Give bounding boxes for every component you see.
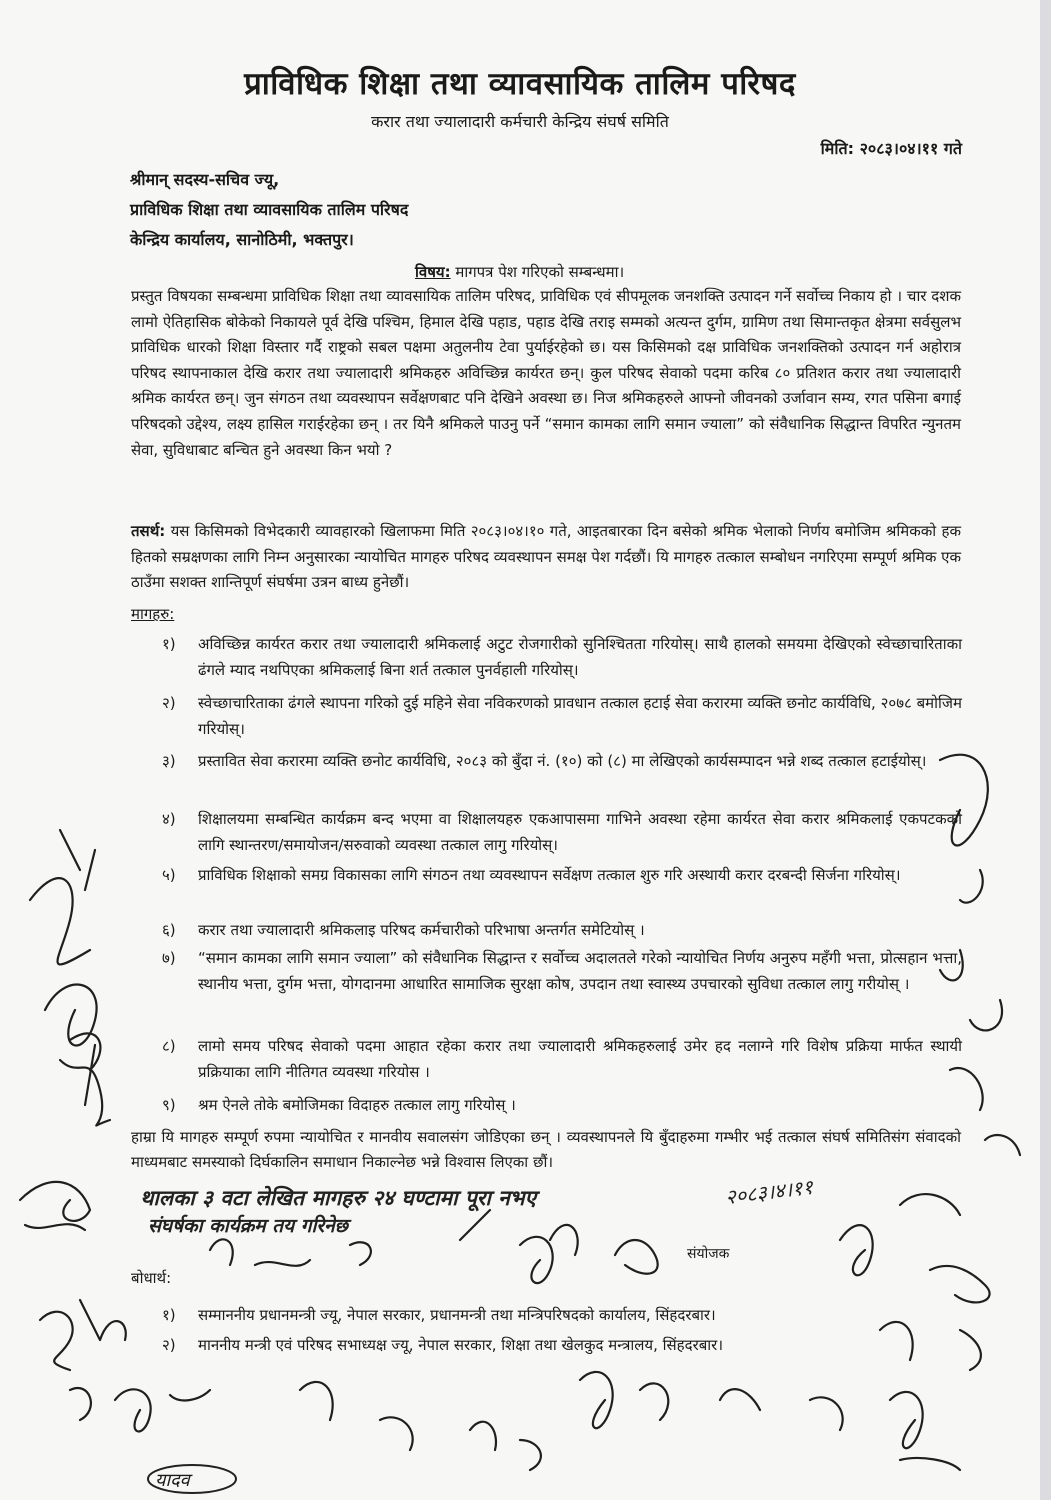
demand-item xyxy=(162,862,962,888)
demand-number: ७) xyxy=(162,949,176,967)
demand-item xyxy=(162,1033,962,1085)
demand-number: ९) xyxy=(162,1096,176,1114)
addressee-line-2: प्राविधिक शिक्षा तथा व्यावसायिक तालिम परिषद xyxy=(130,200,409,219)
demand-text: स्वेच्छाचारिताका ढंगले स्थापना गरिको दुई महिने सेवा नविकरणको प्रावधान तत्काल हटाई सेवा करारमा व्यक्ति छनोट कार्यविधि, २०७८ बमोजिम गरियोस्। xyxy=(198,694,962,738)
subject-line xyxy=(415,262,624,282)
letter-date: मिति: २०८३।०४।११ गते xyxy=(820,139,962,158)
demand-number: ८) xyxy=(162,1037,176,1055)
addressee-line-1: श्रीमान् सदस्य-सचिव ज्यू, xyxy=(130,170,280,189)
cc-item xyxy=(162,1305,982,1325)
demand-item xyxy=(162,631,962,683)
handwritten-date: २०८३।४।११ xyxy=(723,1174,815,1210)
closing-paragraph: हाम्रा यि मागहरु सम्पूर्ण रुपमा न्यायोचित र मानवीय सवालसंग जोडिएका छन् । व्यवस्थापनले यि बुँदाहरुमा गम्भीर भई तत्काल संघर्ष समितिसंग संवादको माध्यमबाट समस्याको दिर्घकालिन समाधान निकाल्नेछ भन्ने विश्वास लिएका छौं। xyxy=(131,1128,961,1171)
demand-item xyxy=(162,748,962,774)
organization-title: प्राविधिक शिक्षा तथा व्यावसायिक तालिम परिषद xyxy=(244,66,796,102)
cc-text: माननीय मन्त्री एवं परिषद सभाध्यक्ष ज्यू, नेपाल सरकार, शिक्षा तथा खेलकुद मन्त्रालय, सिंहदरबार। xyxy=(198,1336,724,1354)
cc-item xyxy=(162,1335,982,1355)
demand-text: श्रम ऐनले तोके बमोजिमका विदाहरु तत्काल लागु गरियोस् । xyxy=(198,1096,516,1114)
committee-subtitle: करार तथा ज्यालादारी कर्मचारी केन्द्रिय संघर्ष समिति xyxy=(371,112,669,131)
demand-item xyxy=(162,945,962,997)
demand-text: प्रस्तावित सेवा करारमा व्यक्ति छनोट कार्यविधि, २०८३ को बुँदा नं. (१०) को (८) मा लेखिएको कार्यसम्पादन भन्ने शब्द तत्काल हटाईयोस्। xyxy=(198,752,927,770)
subject-label: विषय: xyxy=(415,263,451,281)
cc-text: सम्माननीय प्रधानमन्त्री ज्यू, नेपाल सरकार, प्रधानमन्त्री तथा मन्त्रिपरिषदको कार्यालय, सिंहदरबार। xyxy=(198,1306,716,1324)
stamp-signature xyxy=(145,1462,240,1496)
demand-item xyxy=(162,690,962,742)
cc-number: २) xyxy=(162,1336,176,1354)
demand-number: ६) xyxy=(162,921,176,939)
demand-number: १) xyxy=(162,635,176,653)
demand-item xyxy=(162,917,962,943)
coordinator-label: संयोजक xyxy=(687,1246,730,1262)
demand-text: लामो समय परिषद सेवाको पदमा आहात रहेका करार तथा ज्यालादारी श्रमिकहरुलाई उमेर हद नलाग्ने गरि विशेष प्रक्रिया मार्फत स्थायी प्रक्रियाका लागि नीतिगत व्यवस्था गरियोस । xyxy=(198,1037,962,1081)
body-paragraph-1: प्रस्तुत विषयका सम्बन्धमा प्राविधिक शिक्षा तथा व्यावसायिक तालिम परिषद, प्राविधिक एवं सीपमूलक जनशक्ति उत्पादन गर्ने सर्वोच्च निकाय हो । चार दशक लामो ऐतिहासिक बोकेको निकायले पूर्व देखि पश्चिम, हिमाल देखि पहाड, पहाड देखि तराइ सम्मको अत्यन्त दुर्गम, ग्रामिण तथा सिमान्तकृत क्षेत्रमा सर्वसुलभ प्राविधिक धारको शिक्षा विस्तार गर्दै राष्ट्रको सबल पक्षमा अतुलनीय टेवा पुर्याईरहेको छ। यस किसिमको दक्ष प्राविधिक जनशक्तिको उत्पादन गर्न अहोरात्र परिषद स्थापनाकाल देखि करार तथा ज्यालादारी श्रमिकहरु अविच्छिन्न कार्यरत छन्। कुल परिषद सेवाको पदमा करिब ८० प्रतिशत करार तथा ज्यालादारी श्रमिक कार्यरत छन्। जुन संगठन तथा व्यवस्थापन सर्वेक्षणबाट पनि देखिने अवस्था छ। निज श्रमिकहरुले आफ्नो जीवनको उर्जावान सम्य, रगत पसिना बगाई परिषदको उद्देश्य, लक्ष्य हासिल गराईरहेका छन् । तर यिनै श्रमिकले पाउनु पर्ने “समान कामका लागि समान ज्याला” को संवैधानिक सिद्धान्त विपरित न्युनतम सेवा, सुविधाबाट बन्चित हुने अवस्था किन भयो ? xyxy=(131,287,961,459)
cc-number: १) xyxy=(162,1306,176,1324)
demand-text: शिक्षालयमा सम्बन्धित कार्यक्रम बन्द भएमा वा शिक्षालयहरु एकआपासमा गाभिने अवस्था रहेमा कार्यरत सेवा करार श्रमिकलाई एकपटकको लागि स्थान्तरण/समायोजन/सरुवाको व्यवस्था तत्काल लागु गरियोस्। xyxy=(198,810,962,854)
tasartha-label: तसर्थ: xyxy=(131,522,166,540)
page-edge xyxy=(1040,0,1051,1500)
stamp-text: यादव xyxy=(155,1470,190,1491)
tasartha-text: यस किसिमको विभेदकारी व्यावहारको खिलाफमा मिति २०८३।०४।१० गते, आइतबारका दिन बसेको श्रमिक भेलाको निर्णय बमोजिम श्रमिकको हक हितको सम्रक्षणका लागि निम्न अनुसारका न्यायोचित मागहरु परिषद व्यवस्थापन समक्ष पेश गर्दछौं। यि मागहरु तत्काल सम्बोधन नगरिएमा सम्पूर्ण श्रमिक एक ठाउँमा सशक्त शान्तिपूर्ण संघर्षमा उत्रन बाध्य हुनेछौं। xyxy=(131,522,961,592)
body-paragraph-2 xyxy=(131,519,961,596)
demand-item xyxy=(162,806,962,858)
demand-number: ५) xyxy=(162,866,176,884)
demand-text: अविच्छिन्न कार्यरत करार तथा ज्यालादारी श्रमिकलाई अटुट रोजगारीको सुनिश्चितता गरियोस्। साथै हालको समयमा देखिएको स्वेच्छाचारिताका ढंगले म्याद नथपिएका श्रमिकलाई बिना शर्त तत्काल पुनर्वहाली गरियोस्। xyxy=(198,635,962,679)
demand-number: २) xyxy=(162,694,176,712)
demand-text: “समान कामका लागि समान ज्याला” को संवैधानिक सिद्धान्त र सर्वोच्च अदालतले गरेको न्यायोचित निर्णय अनुरुप महँगी भत्ता, प्रोत्सहान भत्ता, स्थानीय भत्ता, दुर्गम भत्ता, योगदानमा आधारित सामाजिक सुरक्षा कोष, उपदान तथा स्वास्थ्य उपचारको सुविधा तत्काल लागु गरीयोस् । xyxy=(198,949,962,993)
cc-label: बोधार्थ: xyxy=(131,1269,172,1287)
demand-number: ४) xyxy=(162,810,176,828)
demand-text: प्राविधिक शिक्षाको समग्र विकासका लागि संगठन तथा व्यवस्थापन सर्वेक्षण तत्काल शुरु गरि अस्थायी करार दरबन्दी सिर्जना गरियोस्। xyxy=(198,866,901,884)
addressee-line-3: केन्द्रिय कार्यालय, सानोठिमी, भक्तपुर। xyxy=(130,230,354,249)
demand-number: ३) xyxy=(162,752,176,770)
demand-item xyxy=(162,1092,962,1118)
demands-heading: मागहरु: xyxy=(131,605,175,623)
demand-text: करार तथा ज्यालादारी श्रमिकलाइ परिषद कर्मचारीको परिभाषा अन्तर्गत समेटियोस् । xyxy=(198,921,645,939)
handwritten-note-line-1: थालका ३ वटा लेखित मागहरु २४ घण्टामा पूरा नभए xyxy=(140,1185,537,1210)
subject-text: मागपत्र पेश गरिएको सम्बन्धमा। xyxy=(450,263,625,281)
handwritten-note-line-2: संघर्षका कार्यक्रम तय गरिनेछ xyxy=(148,1215,349,1237)
